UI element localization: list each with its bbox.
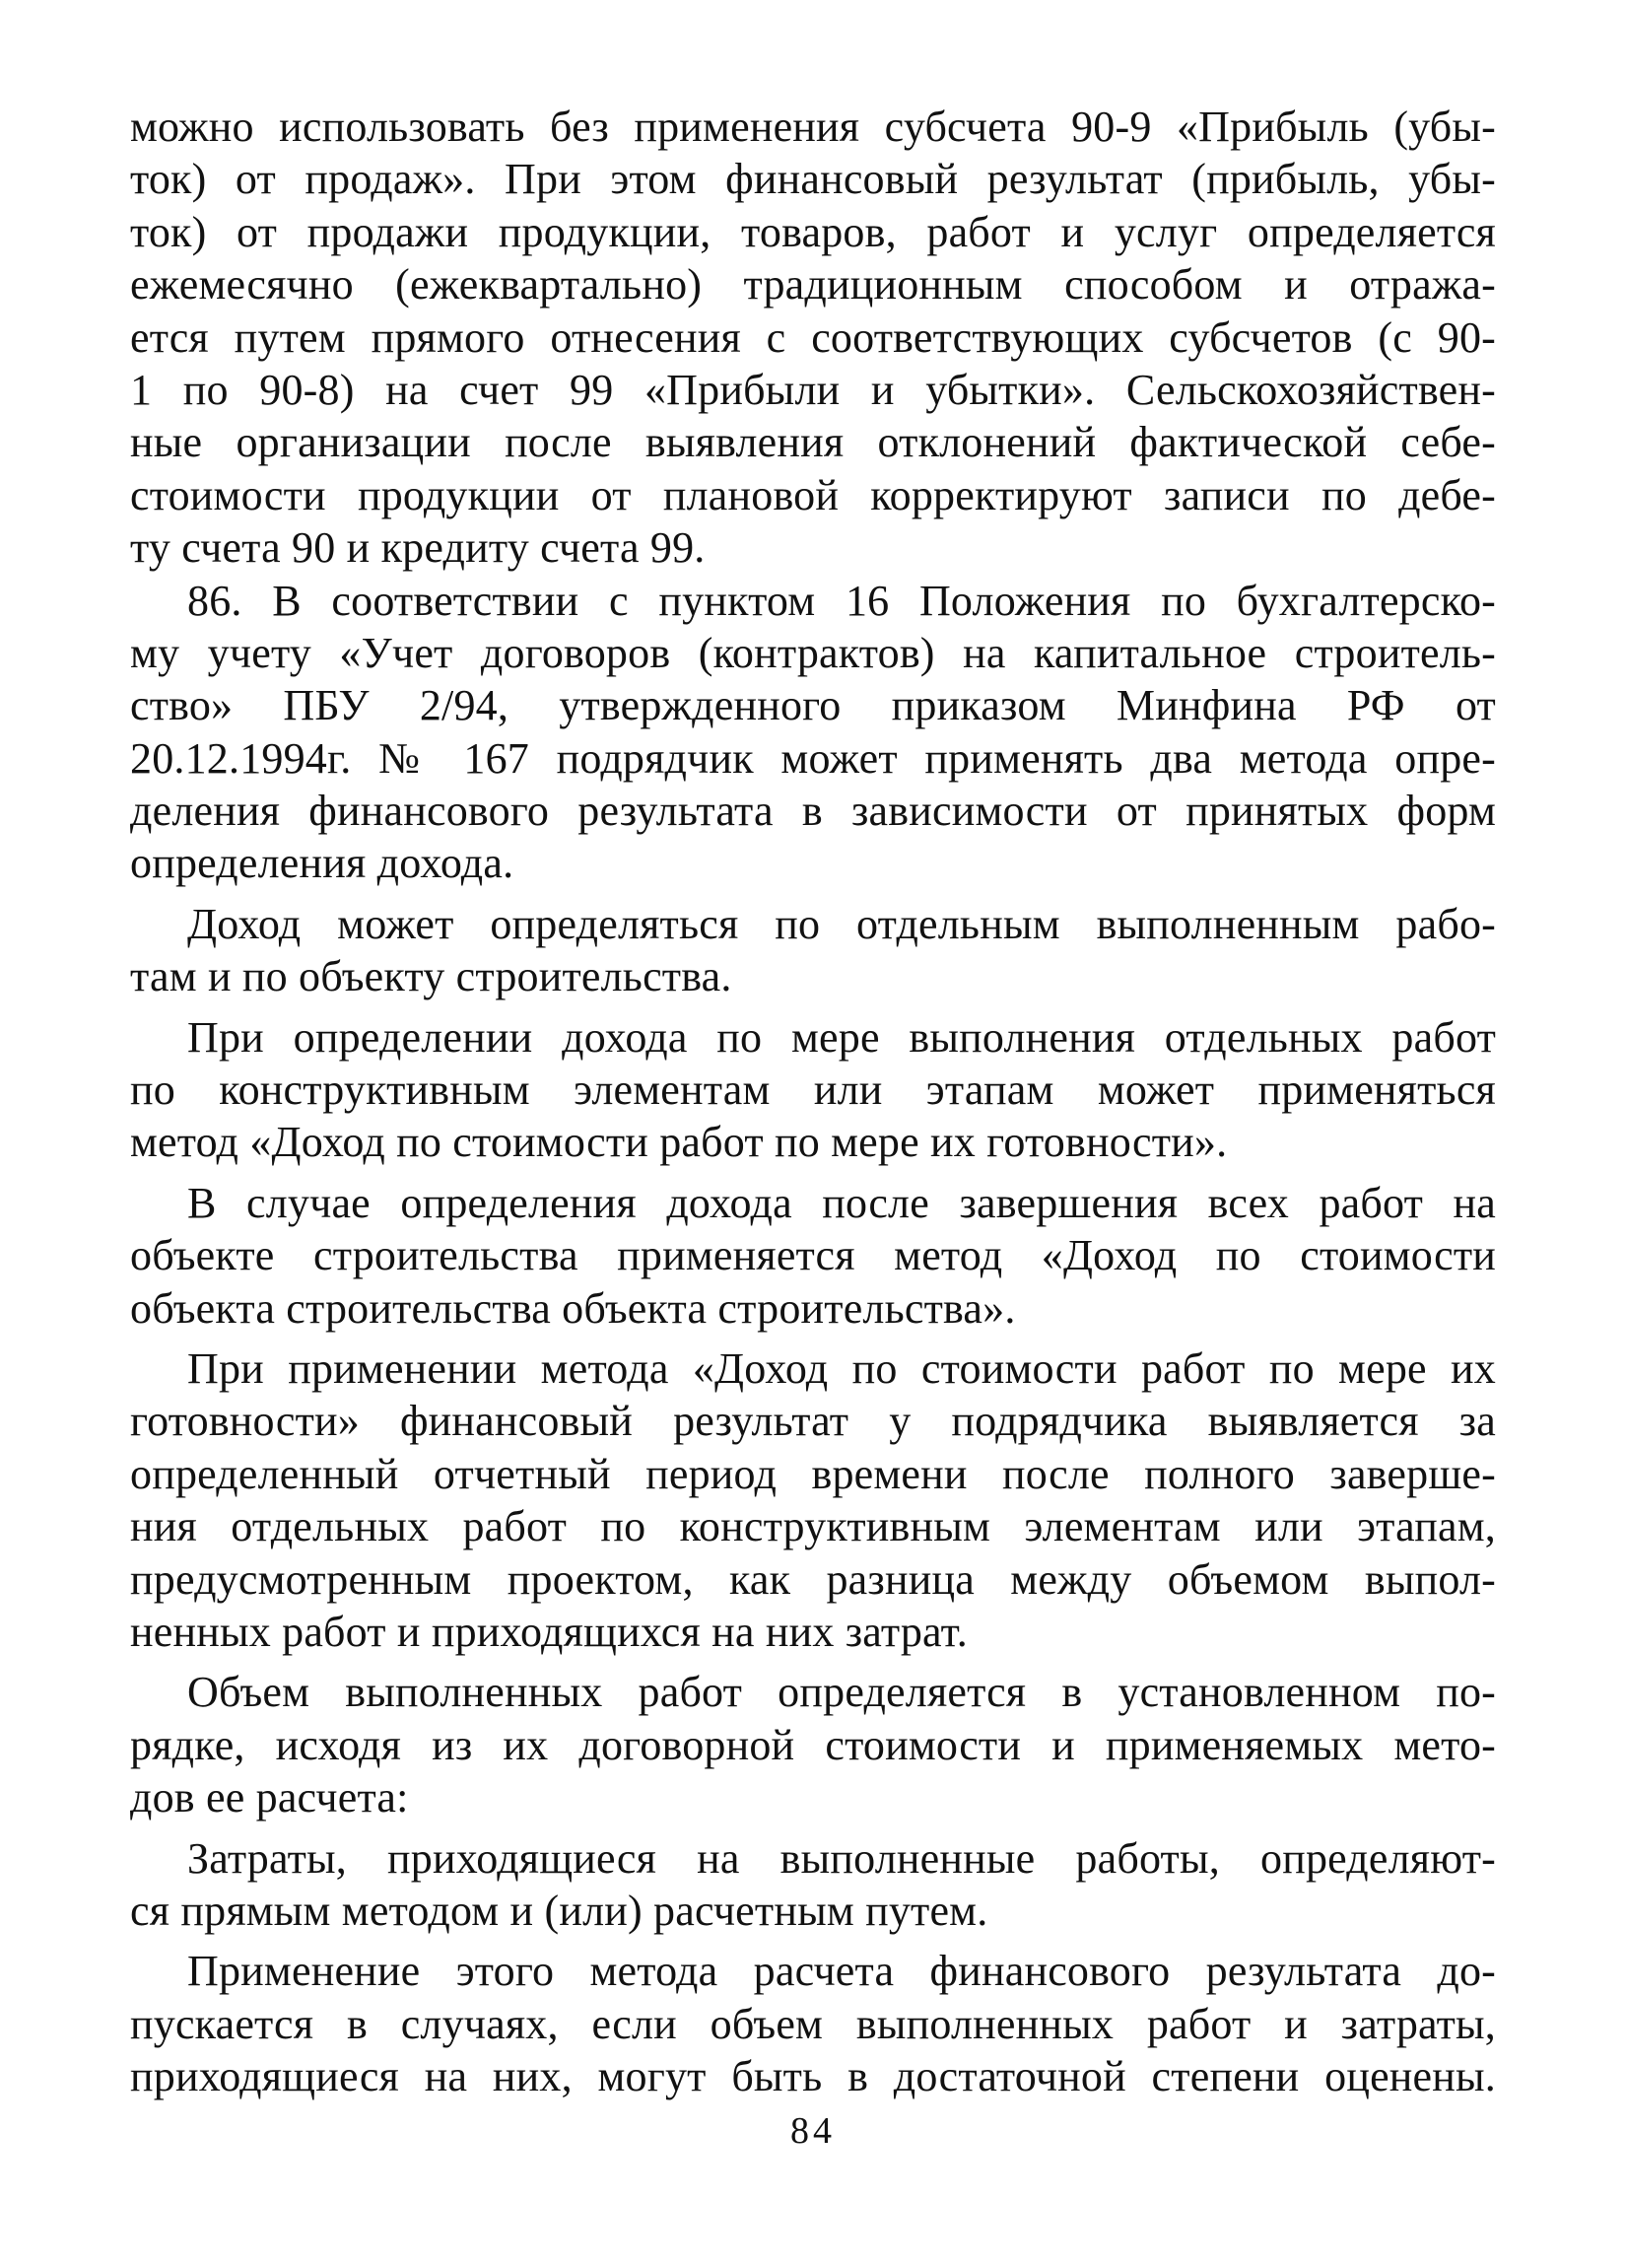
text-line: дов ее расчета: [130,1773,409,1822]
text-line: там и по объекту строительства. [130,952,732,1001]
text-line: ство» ПБУ 2/94, утвержденного приказом Минфина РФ от [130,681,1496,730]
text-line: 20.12.1994г. № 167 подрядчик может применять два метода опре- [130,733,1496,783]
text-line: объекта строительства объекта строительства». [130,1283,1016,1333]
paragraph-start-line: Объем выполненных работ определяется в установленном по- [187,1668,1496,1717]
text-line: ется путем прямого отнесения с соответствующих субсчетов (с 90- [130,312,1496,362]
text-line: объекте строительства применяется метод «Доход по стоимости [130,1231,1496,1280]
text-line: пускается в случаях, если объем выполненных работ и затраты, [130,1999,1496,2048]
paragraph-start-line: Применение этого метода расчета финансового результата до- [187,1947,1496,1996]
text-line: ся прямым методом и (или) расчетным путем. [130,1886,988,1935]
text-line: ния отдельных работ по конструктивным элементам или этапам, [130,1502,1496,1551]
paragraph-start-line: Затраты, приходящиеся на выполненные работы, определяют- [187,1833,1496,1883]
page-number: 84 [790,2110,836,2152]
page-body [130,101,1496,2102]
text-line: метод «Доход по стоимости работ по мере их готовности». [130,1118,1228,1167]
text-line: рядке, исходя из их договорной стоимости и применяемых мето- [130,1720,1496,1769]
paragraph-start-line: Доход может определяться по отдельным выполненным рабо- [187,899,1496,948]
text-line: деления финансового результата в зависимости от принятых форм [130,787,1496,836]
text-line: ежемесячно (ежеквартально) традиционным способом и отража- [130,260,1496,309]
paragraph-gap [130,1335,1496,1342]
text-line: ток) от продаж». При этом финансовый результат (прибыль, убы- [130,155,1496,204]
paragraph-gap [130,1169,1496,1177]
paragraph-gap [130,1658,1496,1666]
text-line: определенный отчетный период времени после полного заверше- [130,1449,1496,1498]
paragraph-start-line: При определении дохода по мере выполнения отдельных работ [187,1012,1496,1062]
text-line: ту счета 90 и кредиту счета 99. [130,523,706,573]
text-line: готовности» финансовый результат у подрядчика выявляется за [130,1397,1496,1446]
text-line: предусмотренным проектом, как разница между объемом выпол- [130,1554,1496,1604]
text-line: му учету «Учет договоров (контрактов) на капитальное строитель- [130,628,1496,677]
text-line: ные организации после выявления отклонений фактической себе- [130,418,1496,467]
paragraph-gap [130,1824,1496,1832]
paragraph-start-line: В случае определения дохода после завершения всех работ на [187,1178,1496,1227]
paragraph-start-line: 86. В соответствии с пунктом 16 Положения по бухгалтерско- [187,576,1496,625]
text-line: 1 по 90-8) на счет 99 «Прибыли и убытки». Сельскохозяйствен- [130,365,1496,414]
text-line: приходящиеся на них, могут быть в достаточной степени оценены. [130,2052,1496,2101]
text-line: стоимости продукции от плановой корректируют записи по дебе- [130,470,1496,519]
paragraph-gap [130,890,1496,898]
text-line: можно использовать без применения субсчета 90-9 «Прибыль (убы- [130,103,1496,151]
paragraph-start-line: При применении метода «Доход по стоимости работ по мере их [187,1343,1496,1393]
paragraph-gap [130,1003,1496,1011]
text-line: ток) от продажи продукции, товаров, работ и услуг определяется [130,207,1496,256]
text-line: определения дохода. [130,839,514,888]
paragraph-gap [130,1937,1496,1945]
text-line: по конструктивным элементам или этапам может применяться [130,1065,1496,1115]
text-line: ненных работ и приходящихся на них затрат. [130,1607,968,1656]
